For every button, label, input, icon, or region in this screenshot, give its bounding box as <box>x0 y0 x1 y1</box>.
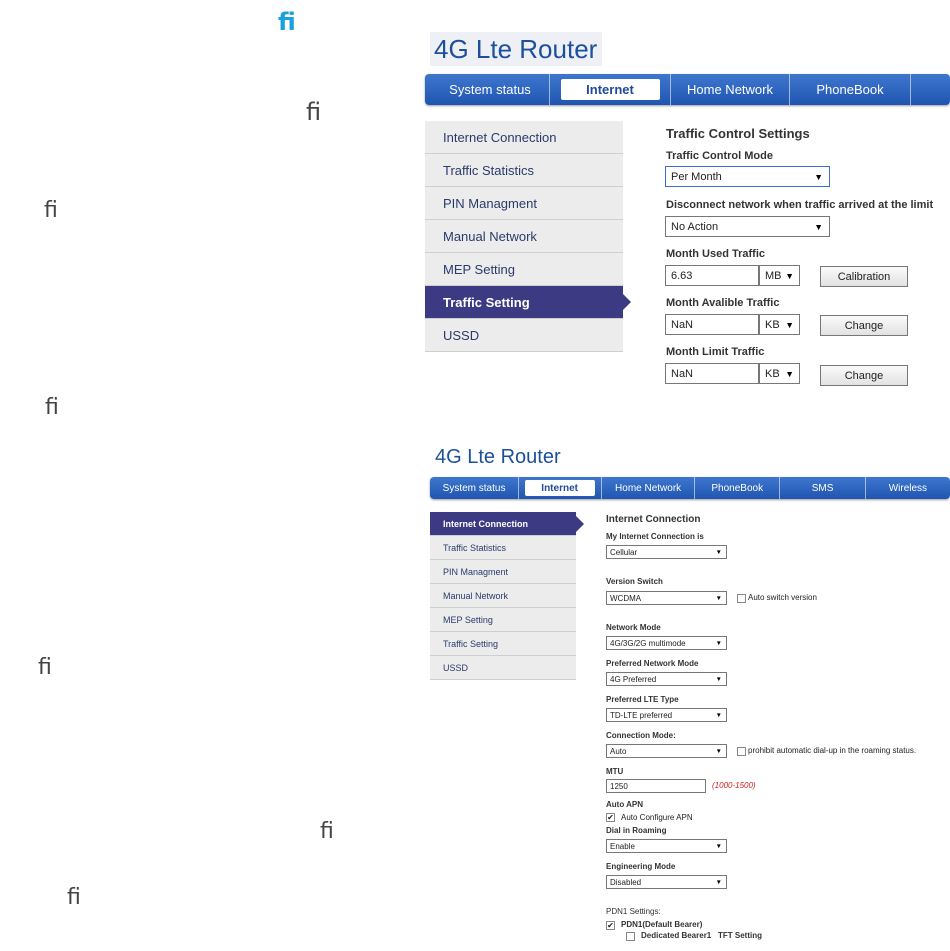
checkmark-icon: ✔ <box>607 920 614 930</box>
sidebar <box>425 121 623 352</box>
sidebar-item-traffic-statistics[interactable]: Traffic Statistics <box>425 154 623 187</box>
preferred-lte-value: TD-LTE preferred <box>610 710 673 720</box>
version-switch-value: WCDMA <box>610 593 642 603</box>
chevron-down-icon: ▼ <box>785 368 794 379</box>
engineering-mode-label: Engineering Mode <box>606 862 676 871</box>
sidebar-item-internet-connection[interactable]: Internet Connection <box>430 512 576 536</box>
chevron-down-icon: ▼ <box>715 548 722 556</box>
preferred-mode-value: 4G Preferred <box>610 674 657 684</box>
sidebar <box>430 512 576 680</box>
network-mode-value: 4G/3G/2G multimode <box>610 638 686 648</box>
tft-setting-link[interactable]: TFT Setting <box>718 931 762 940</box>
ligature-glyph: ﬁ <box>320 819 334 844</box>
sidebar-item-mep-setting[interactable]: MEP Setting <box>425 253 623 286</box>
engineering-mode-select[interactable] <box>606 875 727 889</box>
used-unit-select[interactable] <box>759 265 800 286</box>
network-mode-label: Network Mode <box>606 623 661 632</box>
ligature-glyph: ﬁ <box>306 98 322 126</box>
used-unit-value: MB <box>765 269 782 282</box>
dial-roaming-select[interactable] <box>606 839 727 853</box>
limit-unit-select[interactable] <box>759 363 800 384</box>
disconnect-value: No Action <box>671 220 719 233</box>
mtu-range-hint: (1000-1500) <box>712 781 756 790</box>
tab-phonebook[interactable]: PhoneBook <box>790 74 911 105</box>
engineering-mode-value: Disabled <box>610 877 642 887</box>
chevron-down-icon: ▼ <box>715 711 722 719</box>
used-traffic-input[interactable]: 6.63 <box>665 265 759 286</box>
tab-internet[interactable]: Internet <box>525 480 595 496</box>
chevron-down-icon: ▼ <box>715 878 722 886</box>
tab-home-network[interactable]: Home Network <box>601 477 695 499</box>
traffic-mode-label: Traffic Control Mode <box>666 150 773 162</box>
sidebar-item-internet-connection[interactable]: Internet Connection <box>425 121 623 154</box>
auto-apn-checkbox[interactable] <box>606 813 615 822</box>
prohibit-roaming-checkbox[interactable] <box>737 747 746 756</box>
sidebar-item-ussd[interactable]: USSD <box>425 319 623 352</box>
connection-mode-select[interactable] <box>606 744 727 758</box>
sidebar-item-traffic-setting[interactable]: Traffic Setting <box>425 286 623 319</box>
my-connection-select[interactable] <box>606 545 727 559</box>
sidebar-item-mep-setting[interactable]: MEP Setting <box>430 608 576 632</box>
avail-traffic-input[interactable]: NaN <box>665 314 759 335</box>
preferred-mode-select[interactable] <box>606 672 727 686</box>
tab-home-network[interactable]: Home Network <box>671 74 790 105</box>
avail-traffic-label: Month Avalible Traffic <box>666 297 780 309</box>
limit-traffic-label: Month Limit Traffic <box>666 346 765 358</box>
mtu-label: MTU <box>606 767 624 776</box>
tab-phonebook[interactable]: PhoneBook <box>695 477 780 499</box>
pdn1-label: PDN1(Default Bearer) <box>621 920 703 929</box>
tab-wireless[interactable]: Wireless <box>888 482 928 494</box>
ligature-glyph: ﬁ <box>45 395 59 420</box>
my-connection-value: Cellular <box>610 547 638 557</box>
tab-system-status[interactable]: System status <box>431 74 550 105</box>
chevron-down-icon: ▼ <box>715 675 722 683</box>
auto-apn-check-label: Auto Configure APN <box>621 813 693 822</box>
dial-roaming-value: Enable <box>610 841 635 851</box>
tab-system-status[interactable]: System status <box>430 477 519 499</box>
disconnect-label: Disconnect network when traffic arrived at the limit <box>666 199 934 211</box>
chevron-down-icon: ▼ <box>715 842 722 850</box>
tab-sms[interactable]: SMS <box>780 477 865 499</box>
auto-switch-checkbox[interactable] <box>737 594 746 603</box>
limit-traffic-input[interactable]: NaN <box>665 363 759 384</box>
main-navbar <box>430 477 950 499</box>
calibration-button[interactable]: Calibration <box>820 266 908 287</box>
connection-mode-label: Connection Mode: <box>606 731 676 740</box>
network-mode-select[interactable] <box>606 636 727 650</box>
dedicated-bearer-label: Dedicated Bearer1 <box>641 931 712 940</box>
traffic-mode-select[interactable] <box>665 166 830 187</box>
sidebar-item-ussd[interactable]: USSD <box>430 656 576 680</box>
disconnect-select[interactable] <box>665 216 830 237</box>
connection-mode-value: Auto <box>610 746 627 756</box>
router-title: 4G Lte Router <box>430 32 602 66</box>
chevron-down-icon: ▼ <box>814 171 823 182</box>
chevron-down-icon: ▼ <box>814 221 823 232</box>
sidebar-item-traffic-statistics[interactable]: Traffic Statistics <box>430 536 576 560</box>
limit-unit-value: KB <box>765 367 780 380</box>
chevron-down-icon: ▼ <box>715 639 722 647</box>
pdn1-checkbox[interactable] <box>606 921 615 930</box>
chevron-down-icon: ▼ <box>715 594 722 602</box>
main-navbar <box>425 74 950 105</box>
used-traffic-label: Month Used Traffic <box>666 248 766 260</box>
chevron-down-icon: ▼ <box>715 747 722 755</box>
preferred-lte-select[interactable] <box>606 708 727 722</box>
mtu-input[interactable]: 1250 <box>606 779 706 793</box>
prohibit-roaming-label: prohibit automatic dial-up in the roaming status. <box>748 746 917 755</box>
sidebar-item-manual-network[interactable]: Manual Network <box>425 220 623 253</box>
traffic-mode-value: Per Month <box>671 170 722 183</box>
auto-switch-label: Auto switch version <box>748 593 817 602</box>
dial-roaming-label: Dial in Roaming <box>606 826 667 835</box>
avail-unit-value: KB <box>765 318 780 331</box>
checkmark-icon: ✔ <box>607 812 614 822</box>
ligature-glyph: ﬁ <box>38 655 52 680</box>
chevron-down-icon: ▼ <box>785 319 794 330</box>
preferred-mode-label: Preferred Network Mode <box>606 659 699 668</box>
ligature-glyph: ﬁ <box>278 8 296 36</box>
version-switch-select[interactable] <box>606 591 727 605</box>
version-switch-label: Version Switch <box>606 577 663 586</box>
sidebar-item-pin-managment[interactable]: PIN Managment <box>430 560 576 584</box>
change-limit-button[interactable]: Change <box>820 365 908 386</box>
sidebar-item-pin-managment[interactable]: PIN Managment <box>425 187 623 220</box>
sidebar-item-manual-network[interactable]: Manual Network <box>430 584 576 608</box>
sidebar-item-traffic-setting[interactable]: Traffic Setting <box>430 632 576 656</box>
my-connection-label: My Internet Connection is <box>606 532 704 541</box>
avail-unit-select[interactable] <box>759 314 800 335</box>
section-title: Internet Connection <box>606 514 701 525</box>
tab-internet[interactable]: Internet <box>561 79 660 100</box>
router-title: 4G Lte Router <box>435 446 561 468</box>
pdn-settings-label: PDN1 Settings: <box>606 907 661 916</box>
auto-apn-label: Auto APN <box>606 800 644 809</box>
ligature-glyph: ﬁ <box>44 198 58 223</box>
section-title: Traffic Control Settings <box>666 126 810 141</box>
change-avail-button[interactable]: Change <box>820 315 908 336</box>
chevron-down-icon: ▼ <box>785 270 794 281</box>
dedicated-bearer-checkbox[interactable] <box>626 932 635 941</box>
preferred-lte-label: Preferred LTE Type <box>606 695 679 704</box>
ligature-glyph: ﬁ <box>67 885 81 910</box>
